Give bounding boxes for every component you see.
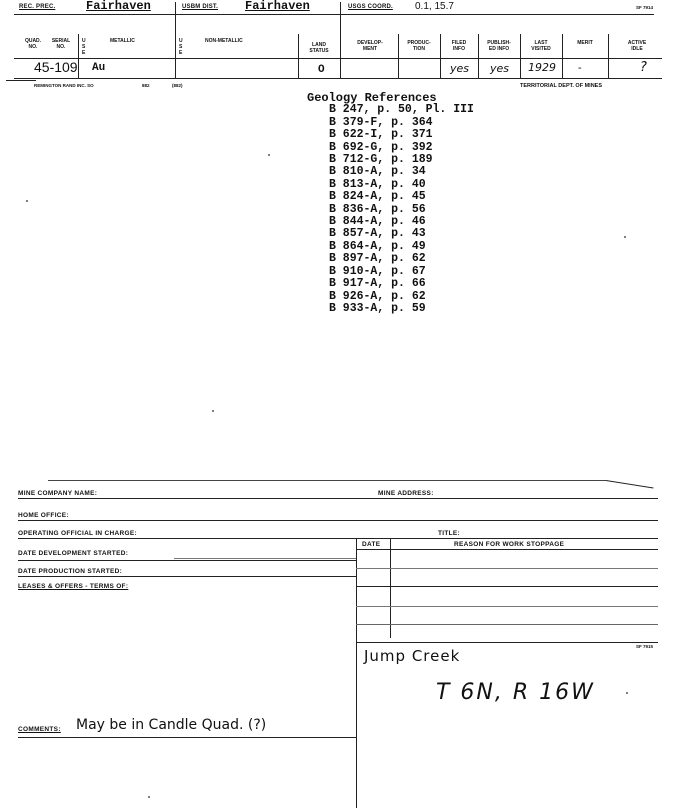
reference-line: B 897-A, p. 62 <box>329 252 426 266</box>
department-label: TERRITORIAL DEPT. OF MINES <box>520 83 602 89</box>
nonmetallic-label: NON-METALLIC <box>205 38 243 44</box>
operating-official-label: OPERATING OFFICIAL IN CHARGE: <box>18 530 137 537</box>
comments-label: COMMENTS: <box>18 726 61 733</box>
reference-line: B 926-A, p. 62 <box>329 289 426 303</box>
reference-line: B 917-A, p. 66 <box>329 277 426 291</box>
quad-no-label: QUAD. NO. <box>24 38 42 50</box>
speck <box>212 410 214 412</box>
speck <box>626 692 628 694</box>
mine-address-label: MINE ADDRESS: <box>378 490 434 497</box>
quad-serial-value: 45-109 <box>34 59 78 75</box>
comments-value: May be in Candle Quad. (?) <box>76 717 267 733</box>
reference-line: B 824-A, p. 45 <box>329 190 426 204</box>
nonmetallic-codes: U S E <box>179 38 183 56</box>
printer-code-1: 882 <box>142 83 150 88</box>
date-production-label: DATE PRODUCTION STARTED: <box>18 568 123 575</box>
reference-line: B 813-A, p. 40 <box>329 177 426 191</box>
printer-label: REMINGTON RAND INC. SO <box>34 83 94 88</box>
active-idle-value: ? <box>640 60 647 75</box>
reference-line: B 864-A, p. 49 <box>329 239 426 253</box>
filed-info-label: FILED INFO <box>451 40 467 52</box>
metallic-label: METALLIC <box>110 38 135 44</box>
reference-line: B 379-F, p. 364 <box>329 115 433 129</box>
usbm-dist-value: Fairhaven <box>245 0 310 13</box>
location-name: Jump Creek <box>364 647 461 665</box>
geology-references-block <box>307 92 474 315</box>
published-info-value: yes <box>490 62 510 75</box>
mine-company-name-label: MINE COMPANY NAME: <box>18 490 98 497</box>
leases-offers-label: LEASES & OFFERS - TERMS OF: <box>18 583 129 590</box>
reference-line: B 810-A, p. 34 <box>329 165 426 179</box>
reference-line: B 622-I, p. 371 <box>329 128 433 142</box>
reference-line: B 836-A, p. 56 <box>329 202 426 216</box>
reference-line: B 910-A, p. 67 <box>329 264 426 278</box>
rec-prec-value: Fairhaven <box>86 0 151 13</box>
reference-line: B 933-A, p. 59 <box>329 301 426 315</box>
speck <box>148 796 150 798</box>
metallic-value: Au <box>92 62 106 74</box>
usgs-coord-value: 0.1, 15.7 <box>415 1 454 12</box>
production-label: PRODUC- TION <box>407 40 431 52</box>
township-range: T 6N, R 16W <box>436 680 595 705</box>
filed-info-value: yes <box>450 62 470 75</box>
speck <box>624 236 626 238</box>
speck <box>268 154 270 156</box>
usbm-dist-label: USBM DIST. <box>182 4 219 10</box>
land-status-value: O <box>318 64 325 76</box>
serial-no-label: SERIAL NO. <box>51 38 71 50</box>
reference-line: B 844-A, p. 46 <box>329 215 426 229</box>
reference-line: B 712-G, p. 189 <box>329 153 433 167</box>
active-idle-label: ACTIVE IDLE <box>627 40 647 52</box>
reference-line: B 692-G, p. 392 <box>329 140 433 154</box>
last-visited-value: 1929 <box>528 61 556 74</box>
date-development-label: DATE DEVELOPMENT STARTED: <box>18 550 129 557</box>
metallic-codes: U S E <box>82 38 86 56</box>
printer-code-2: (882) <box>172 83 183 88</box>
geology-title: Geology References <box>307 91 437 105</box>
form-number-2: SF 7915 <box>636 644 654 649</box>
geology-reference-list <box>307 104 474 315</box>
home-office-label: HOME OFFICE: <box>18 512 69 519</box>
speck <box>26 200 28 202</box>
reference-line: B 857-A, p. 43 <box>329 227 426 241</box>
reference-line: B 247, p. 50, Pl. III <box>329 103 474 117</box>
published-info-label: PUBLISH- ED INFO <box>487 40 511 52</box>
reason-column-header: REASON FOR WORK STOPPAGE <box>454 541 565 548</box>
usgs-coord-label: USGS COORD. <box>348 4 393 10</box>
date-column-header: DATE <box>362 541 381 548</box>
merit-label: MERIT <box>577 40 593 46</box>
rec-prec-label: REC. PREC. <box>19 4 56 10</box>
land-status-label: LAND STATUS <box>309 42 329 54</box>
form-number: SF 7914 <box>636 5 654 10</box>
last-visited-label: LAST VISITED <box>531 40 551 52</box>
development-label: DEVELOP- MENT <box>357 40 383 52</box>
title-label: TITLE: <box>438 530 461 537</box>
merit-value: - <box>578 62 582 74</box>
